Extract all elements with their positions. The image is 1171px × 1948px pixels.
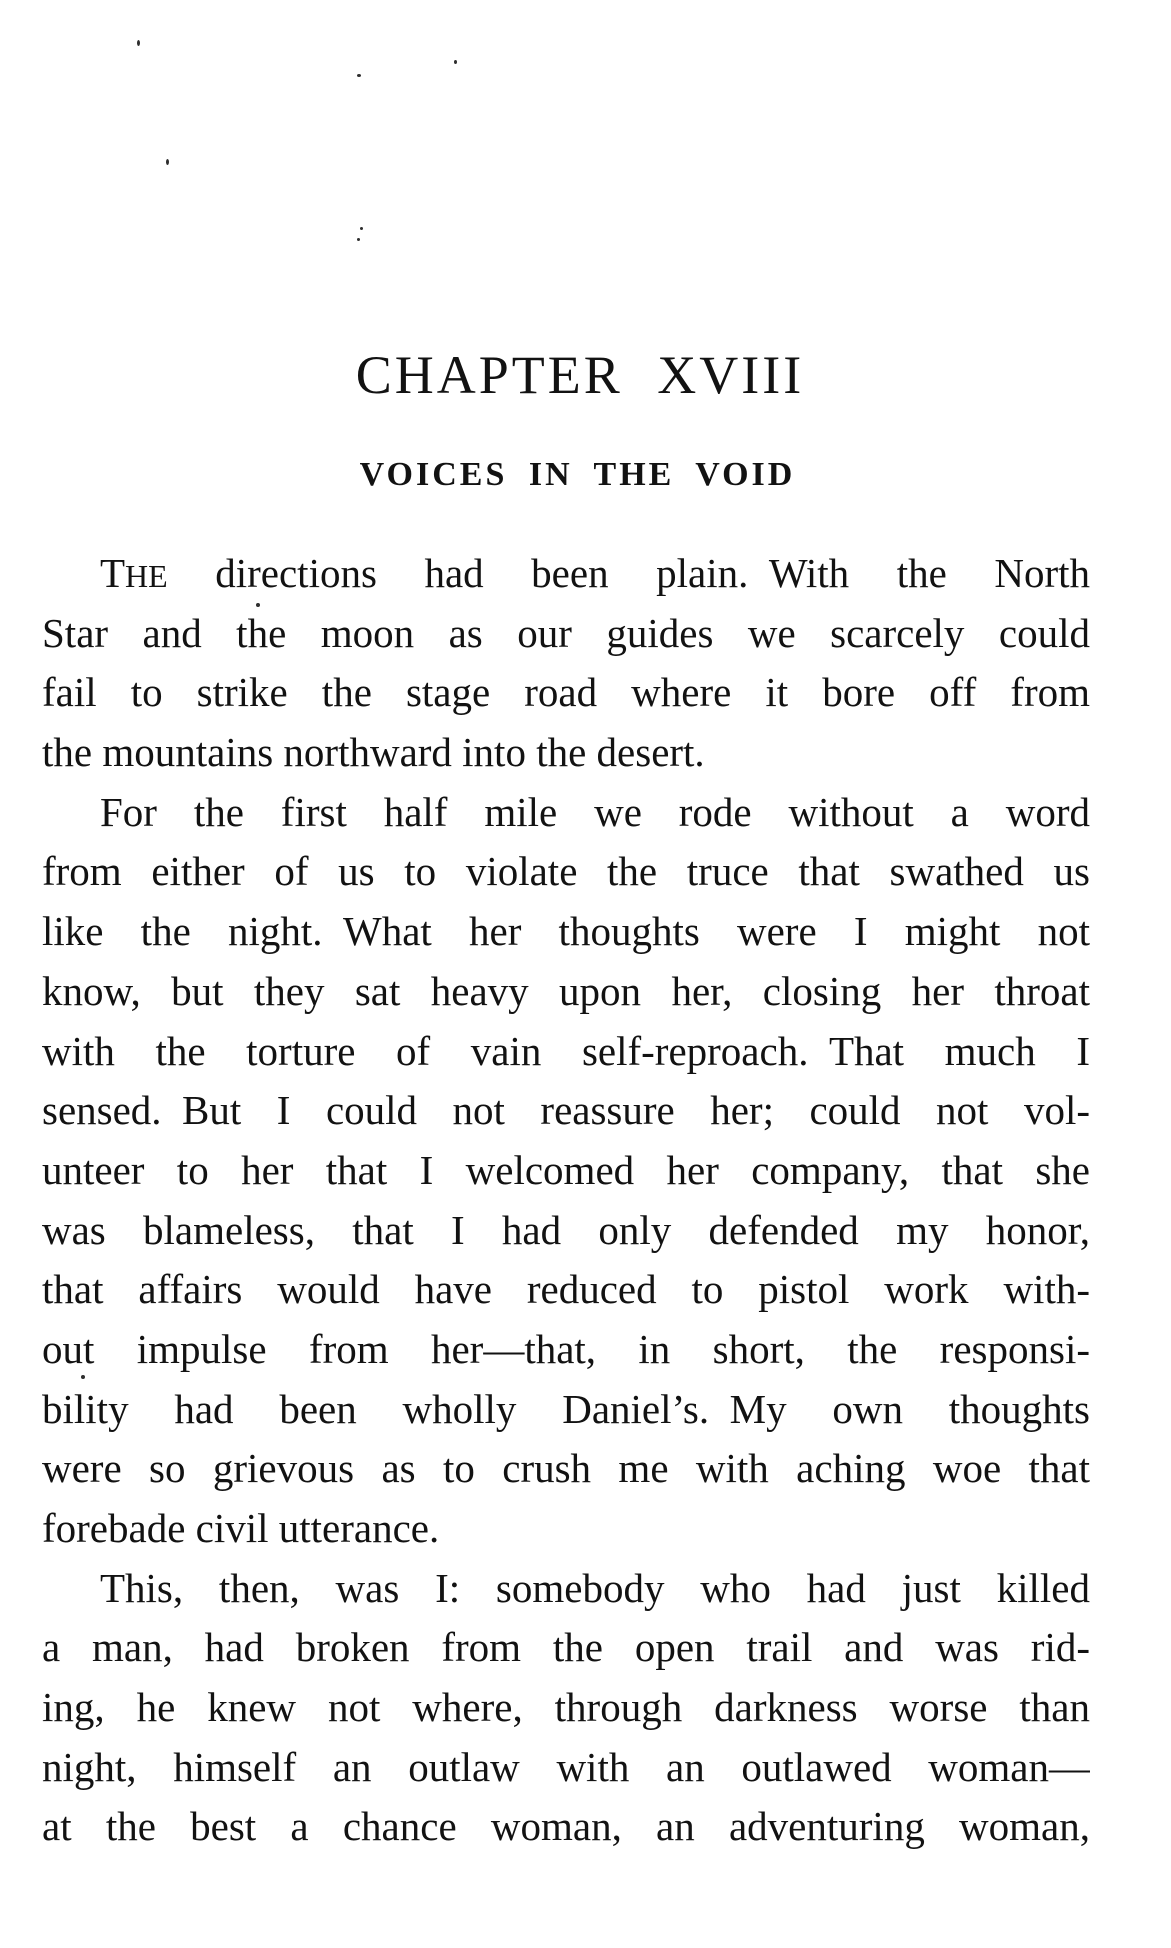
body-line: This, then, was I: somebody who had just killed	[100, 1564, 1090, 1611]
scan-speck	[81, 1375, 85, 1379]
scan-speck	[454, 60, 457, 64]
scan-speck	[137, 40, 140, 46]
body-line: with the torture of vain self-reproach. That much I	[42, 1027, 1090, 1074]
body-line: out impulse from her—that, in short, the responsi-	[42, 1325, 1090, 1372]
body-text	[42, 544, 1090, 1857]
body-line	[42, 544, 1090, 604]
body-line: the mountains northward into the desert.	[42, 729, 705, 776]
body-line: Star and the moon as our guides we scarcely could	[42, 609, 1090, 656]
scan-speck	[166, 159, 169, 165]
chapter-subtitle: VOICES IN THE VOID	[359, 456, 796, 493]
body-line: forebade civil utterance.	[42, 1505, 440, 1551]
body-line: night, himself an outlaw with an outlawed woman—	[42, 1743, 1090, 1790]
body-line: was blameless, that I had only defended my honor,	[42, 1206, 1090, 1253]
paragraph	[42, 783, 1090, 1559]
body-line-text: directions had been plain. With the North	[167, 550, 1090, 596]
body-line: like the night. What her thoughts were I might not	[42, 908, 1090, 955]
paragraph	[42, 1559, 1090, 1857]
scan-speck	[357, 238, 360, 241]
body-line: know, but they sat heavy upon her, closing her throat	[42, 967, 1090, 1014]
lead-capital: T	[100, 550, 126, 596]
chapter-title: CHAPTER XVIII	[355, 345, 805, 405]
body-line: were so grievous as to crush me with aching woe that	[42, 1445, 1090, 1492]
body-line: ing, he knew not where, through darkness worse than	[42, 1684, 1090, 1731]
body-line: unteer to her that I welcomed her company, that she	[42, 1146, 1090, 1193]
paragraph	[42, 544, 1090, 783]
lead-small-caps: HE	[125, 558, 168, 594]
scan-speck	[256, 603, 260, 607]
body-line: at the best a chance woman, an adventuring woman,	[42, 1803, 1090, 1850]
scan-speck	[357, 74, 361, 77]
body-line: fail to strike the stage road where it bore off from	[42, 669, 1090, 716]
body-line: sensed. But I could not reassure her; could not vol-	[42, 1087, 1090, 1134]
scan-speck	[360, 227, 363, 230]
body-line: from either of us to violate the truce that swathed us	[42, 848, 1090, 895]
body-line: a man, had broken from the open trail and was rid-	[42, 1624, 1090, 1671]
body-line: For the first half mile we rode without a word	[100, 788, 1090, 835]
body-line: that affairs would have reduced to pistol work with-	[42, 1266, 1090, 1313]
body-line: bility had been wholly Daniel’s. My own thoughts	[42, 1385, 1090, 1432]
